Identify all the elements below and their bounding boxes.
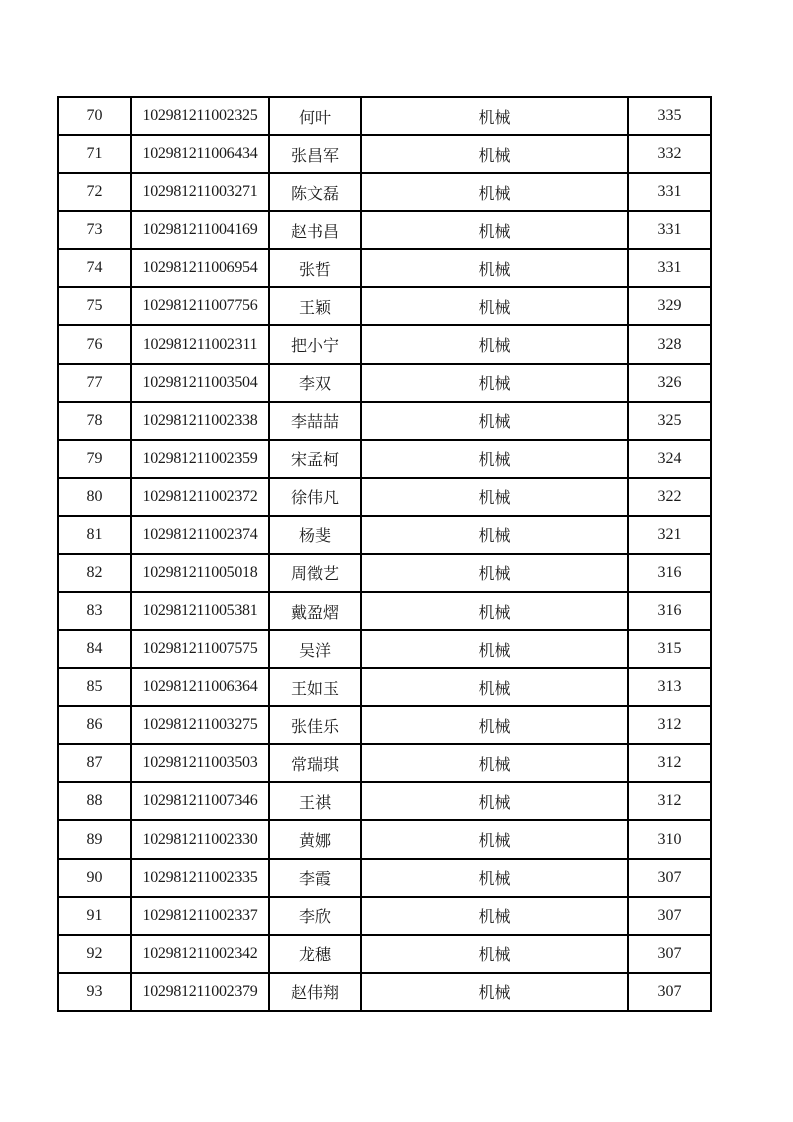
rank-cell: 89 — [58, 820, 131, 858]
name-cell: 王如玉 — [269, 668, 361, 706]
scores-table — [57, 96, 712, 1012]
rank-cell: 84 — [58, 630, 131, 668]
candidate-id-cell: 102981211002342 — [131, 935, 269, 973]
rank-cell: 70 — [58, 97, 131, 135]
major-cell: 机械 — [361, 173, 628, 211]
score-cell: 331 — [628, 211, 711, 249]
rank-cell: 90 — [58, 859, 131, 897]
rank-cell: 72 — [58, 173, 131, 211]
score-cell: 307 — [628, 973, 711, 1011]
rank-cell: 75 — [58, 287, 131, 325]
table-row — [58, 516, 711, 554]
score-cell: 332 — [628, 135, 711, 173]
table-row — [58, 135, 711, 173]
score-cell: 321 — [628, 516, 711, 554]
rank-cell: 78 — [58, 402, 131, 440]
table-row — [58, 973, 711, 1011]
rank-cell: 71 — [58, 135, 131, 173]
score-cell: 331 — [628, 173, 711, 211]
rank-cell: 77 — [58, 364, 131, 402]
table-row — [58, 249, 711, 287]
rank-cell: 92 — [58, 935, 131, 973]
table-row — [58, 782, 711, 820]
rank-cell: 82 — [58, 554, 131, 592]
major-cell: 机械 — [361, 440, 628, 478]
candidate-id-cell: 102981211002337 — [131, 897, 269, 935]
candidate-id-cell: 102981211002338 — [131, 402, 269, 440]
table-row — [58, 325, 711, 363]
major-cell: 机械 — [361, 554, 628, 592]
major-cell: 机械 — [361, 249, 628, 287]
rank-cell: 83 — [58, 592, 131, 630]
rank-cell: 88 — [58, 782, 131, 820]
rank-cell: 76 — [58, 325, 131, 363]
candidate-id-cell: 102981211002330 — [131, 820, 269, 858]
candidate-id-cell: 102981211003503 — [131, 744, 269, 782]
major-cell: 机械 — [361, 211, 628, 249]
score-cell: 316 — [628, 554, 711, 592]
table-row — [58, 630, 711, 668]
name-cell: 赵伟翔 — [269, 973, 361, 1011]
table-row — [58, 364, 711, 402]
candidate-id-cell: 102981211004169 — [131, 211, 269, 249]
name-cell: 龙穗 — [269, 935, 361, 973]
major-cell: 机械 — [361, 516, 628, 554]
name-cell: 戴盈熠 — [269, 592, 361, 630]
candidate-id-cell: 102981211006434 — [131, 135, 269, 173]
rank-cell: 86 — [58, 706, 131, 744]
candidate-id-cell: 102981211002379 — [131, 973, 269, 1011]
name-cell: 张哲 — [269, 249, 361, 287]
table-row — [58, 592, 711, 630]
name-cell: 杨斐 — [269, 516, 361, 554]
rank-cell: 93 — [58, 973, 131, 1011]
candidate-id-cell: 102981211007346 — [131, 782, 269, 820]
table-row — [58, 173, 711, 211]
name-cell: 常瑞琪 — [269, 744, 361, 782]
major-cell: 机械 — [361, 935, 628, 973]
name-cell: 宋孟柯 — [269, 440, 361, 478]
major-cell: 机械 — [361, 782, 628, 820]
table-row — [58, 402, 711, 440]
score-cell: 312 — [628, 744, 711, 782]
name-cell: 何叶 — [269, 97, 361, 135]
major-cell: 机械 — [361, 364, 628, 402]
candidate-id-cell: 102981211002372 — [131, 478, 269, 516]
table-row — [58, 554, 711, 592]
score-cell: 312 — [628, 706, 711, 744]
name-cell: 周徵艺 — [269, 554, 361, 592]
candidate-id-cell: 102981211006954 — [131, 249, 269, 287]
table-row — [58, 440, 711, 478]
name-cell: 王祺 — [269, 782, 361, 820]
score-cell: 322 — [628, 478, 711, 516]
score-cell: 335 — [628, 97, 711, 135]
table-row — [58, 859, 711, 897]
table-row — [58, 478, 711, 516]
major-cell: 机械 — [361, 820, 628, 858]
major-cell: 机械 — [361, 97, 628, 135]
name-cell: 吴洋 — [269, 630, 361, 668]
candidate-id-cell: 102981211005381 — [131, 592, 269, 630]
table-row — [58, 897, 711, 935]
candidate-id-cell: 102981211002311 — [131, 325, 269, 363]
rank-cell: 80 — [58, 478, 131, 516]
candidate-id-cell: 102981211002325 — [131, 97, 269, 135]
major-cell: 机械 — [361, 325, 628, 363]
name-cell: 徐伟凡 — [269, 478, 361, 516]
score-cell: 331 — [628, 249, 711, 287]
major-cell: 机械 — [361, 859, 628, 897]
score-cell: 324 — [628, 440, 711, 478]
score-cell: 328 — [628, 325, 711, 363]
table-row — [58, 935, 711, 973]
candidate-id-cell: 102981211003275 — [131, 706, 269, 744]
name-cell: 黄娜 — [269, 820, 361, 858]
major-cell: 机械 — [361, 897, 628, 935]
rank-cell: 73 — [58, 211, 131, 249]
major-cell: 机械 — [361, 706, 628, 744]
rank-cell: 81 — [58, 516, 131, 554]
name-cell: 把小宁 — [269, 325, 361, 363]
score-cell: 313 — [628, 668, 711, 706]
major-cell: 机械 — [361, 630, 628, 668]
table-row — [58, 668, 711, 706]
candidate-id-cell: 102981211003504 — [131, 364, 269, 402]
major-cell: 机械 — [361, 592, 628, 630]
rank-cell: 74 — [58, 249, 131, 287]
candidate-id-cell: 102981211007756 — [131, 287, 269, 325]
major-cell: 机械 — [361, 478, 628, 516]
name-cell: 李双 — [269, 364, 361, 402]
major-cell: 机械 — [361, 402, 628, 440]
rank-cell: 85 — [58, 668, 131, 706]
rank-cell: 91 — [58, 897, 131, 935]
score-cell: 329 — [628, 287, 711, 325]
candidate-id-cell: 102981211005018 — [131, 554, 269, 592]
name-cell: 陈文磊 — [269, 173, 361, 211]
score-cell: 325 — [628, 402, 711, 440]
table-row — [58, 744, 711, 782]
name-cell: 李欣 — [269, 897, 361, 935]
name-cell: 张佳乐 — [269, 706, 361, 744]
rank-cell: 79 — [58, 440, 131, 478]
score-cell: 307 — [628, 935, 711, 973]
name-cell: 李喆喆 — [269, 402, 361, 440]
table-row — [58, 287, 711, 325]
score-cell: 315 — [628, 630, 711, 668]
table-row — [58, 706, 711, 744]
major-cell: 机械 — [361, 668, 628, 706]
table-row — [58, 211, 711, 249]
score-cell: 316 — [628, 592, 711, 630]
score-cell: 326 — [628, 364, 711, 402]
score-cell: 312 — [628, 782, 711, 820]
score-cell: 310 — [628, 820, 711, 858]
table-row — [58, 97, 711, 135]
name-cell: 张昌军 — [269, 135, 361, 173]
candidate-id-cell: 102981211007575 — [131, 630, 269, 668]
major-cell: 机械 — [361, 973, 628, 1011]
candidate-id-cell: 102981211002374 — [131, 516, 269, 554]
name-cell: 赵书昌 — [269, 211, 361, 249]
major-cell: 机械 — [361, 287, 628, 325]
table-row — [58, 820, 711, 858]
score-cell: 307 — [628, 859, 711, 897]
major-cell: 机械 — [361, 135, 628, 173]
name-cell: 王颖 — [269, 287, 361, 325]
candidate-id-cell: 102981211002359 — [131, 440, 269, 478]
score-cell: 307 — [628, 897, 711, 935]
candidate-id-cell: 102981211003271 — [131, 173, 269, 211]
table-body — [58, 97, 711, 1011]
major-cell: 机械 — [361, 744, 628, 782]
rank-cell: 87 — [58, 744, 131, 782]
candidate-id-cell: 102981211002335 — [131, 859, 269, 897]
name-cell: 李霞 — [269, 859, 361, 897]
candidate-id-cell: 102981211006364 — [131, 668, 269, 706]
